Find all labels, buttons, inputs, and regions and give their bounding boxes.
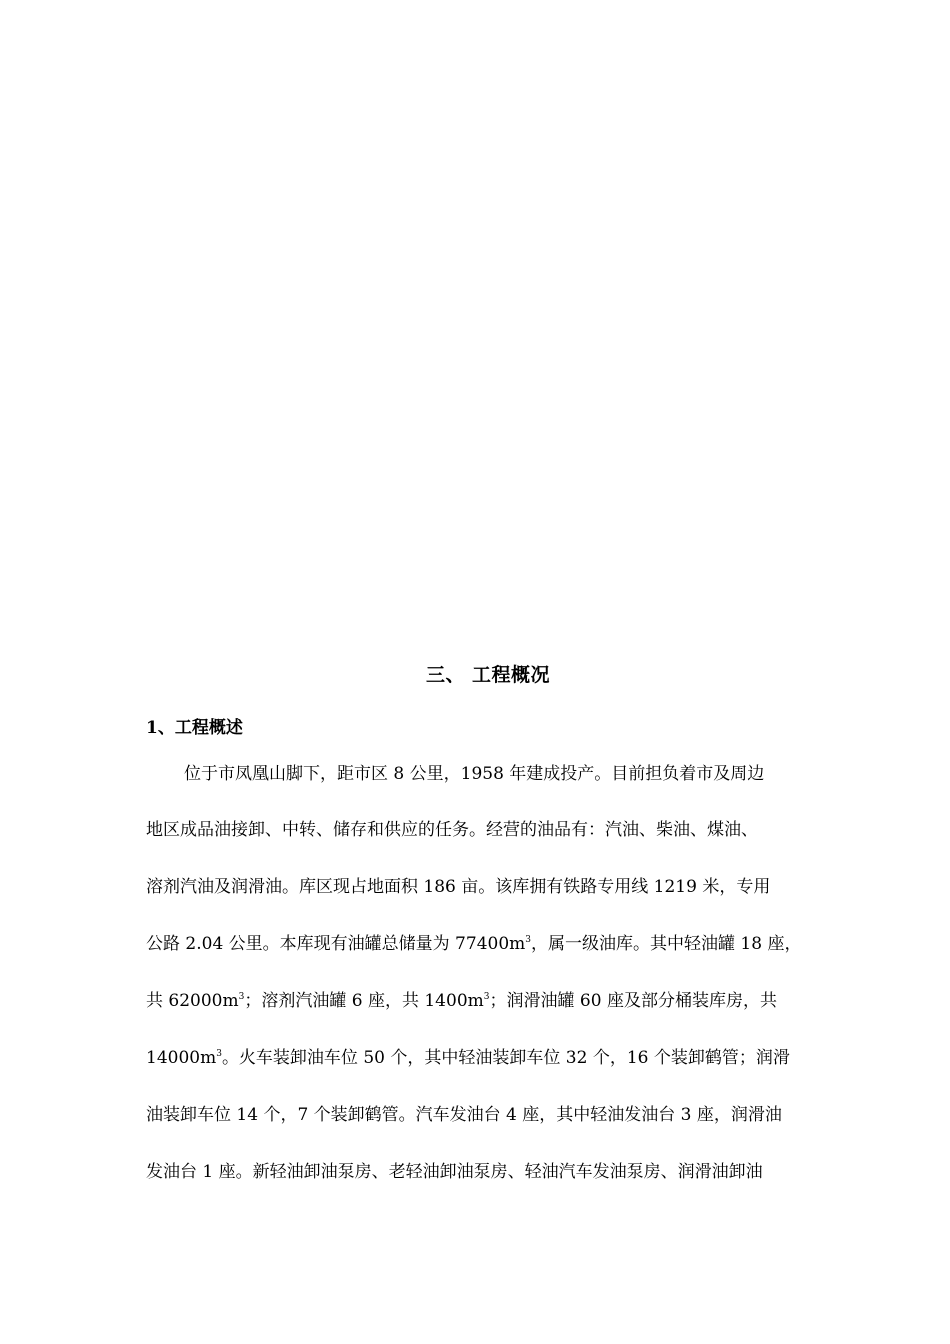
paragraph-line-1: 位于市凤凰山脚下，距市区 8 公里，1958 年建成投产。目前担负着市及周边 — [184, 764, 765, 784]
line-6-part-a: 14000m — [146, 1048, 217, 1068]
line-5-part-a: 共 62000m — [146, 991, 239, 1011]
cubic-superscript: 3 — [483, 992, 490, 1002]
line-5-part-c: ；润滑油罐 60 座及部分桶装库房，共 — [489, 991, 777, 1011]
line-4-part-a: 公路 2.04 公里。本库现有油罐总储量为 77400m — [146, 934, 526, 954]
paragraph-line-7: 油装卸车位 14 个，7 个装卸鹤管。汽车发油台 4 座，其中轻油发油台 3 座，润滑油 — [146, 1105, 782, 1125]
paragraph-line-4 — [146, 932, 846, 956]
paragraph-line-5 — [146, 989, 846, 1013]
section-title: 三、 工程概况 — [425, 664, 551, 686]
paragraph-line-6 — [146, 1046, 846, 1070]
paragraph-line-8: 发油台 1 座。新轻油卸油泵房、老轻油卸油泵房、轻油汽车发油泵房、润滑油卸油 — [146, 1162, 763, 1182]
line-5-part-b: ；溶剂汽油罐 6 座，共 1400m — [244, 991, 484, 1011]
cubic-superscript: 3 — [216, 1049, 222, 1059]
paragraph-line-3: 溶剂汽油及润滑油。库区现占地面积 186 亩。该库拥有铁路专用线 1219 米，专用 — [146, 877, 771, 897]
line-6-part-b: 。火车装卸油车位 50 个，其中轻油装卸车位 32 个，16 个装卸鹤管；润滑 — [221, 1048, 790, 1068]
cubic-superscript: 3 — [525, 935, 531, 945]
subsection-title: 1、工程概述 — [146, 718, 243, 738]
cubic-superscript: 3 — [238, 992, 245, 1002]
paragraph-line-2: 地区成品油接卸、中转、储存和供应的任务。经营的油品有：汽油、柴油、煤油、 — [146, 820, 758, 840]
line-4-part-b: ，属一级油库。其中轻油罐 18 座， — [531, 934, 802, 954]
